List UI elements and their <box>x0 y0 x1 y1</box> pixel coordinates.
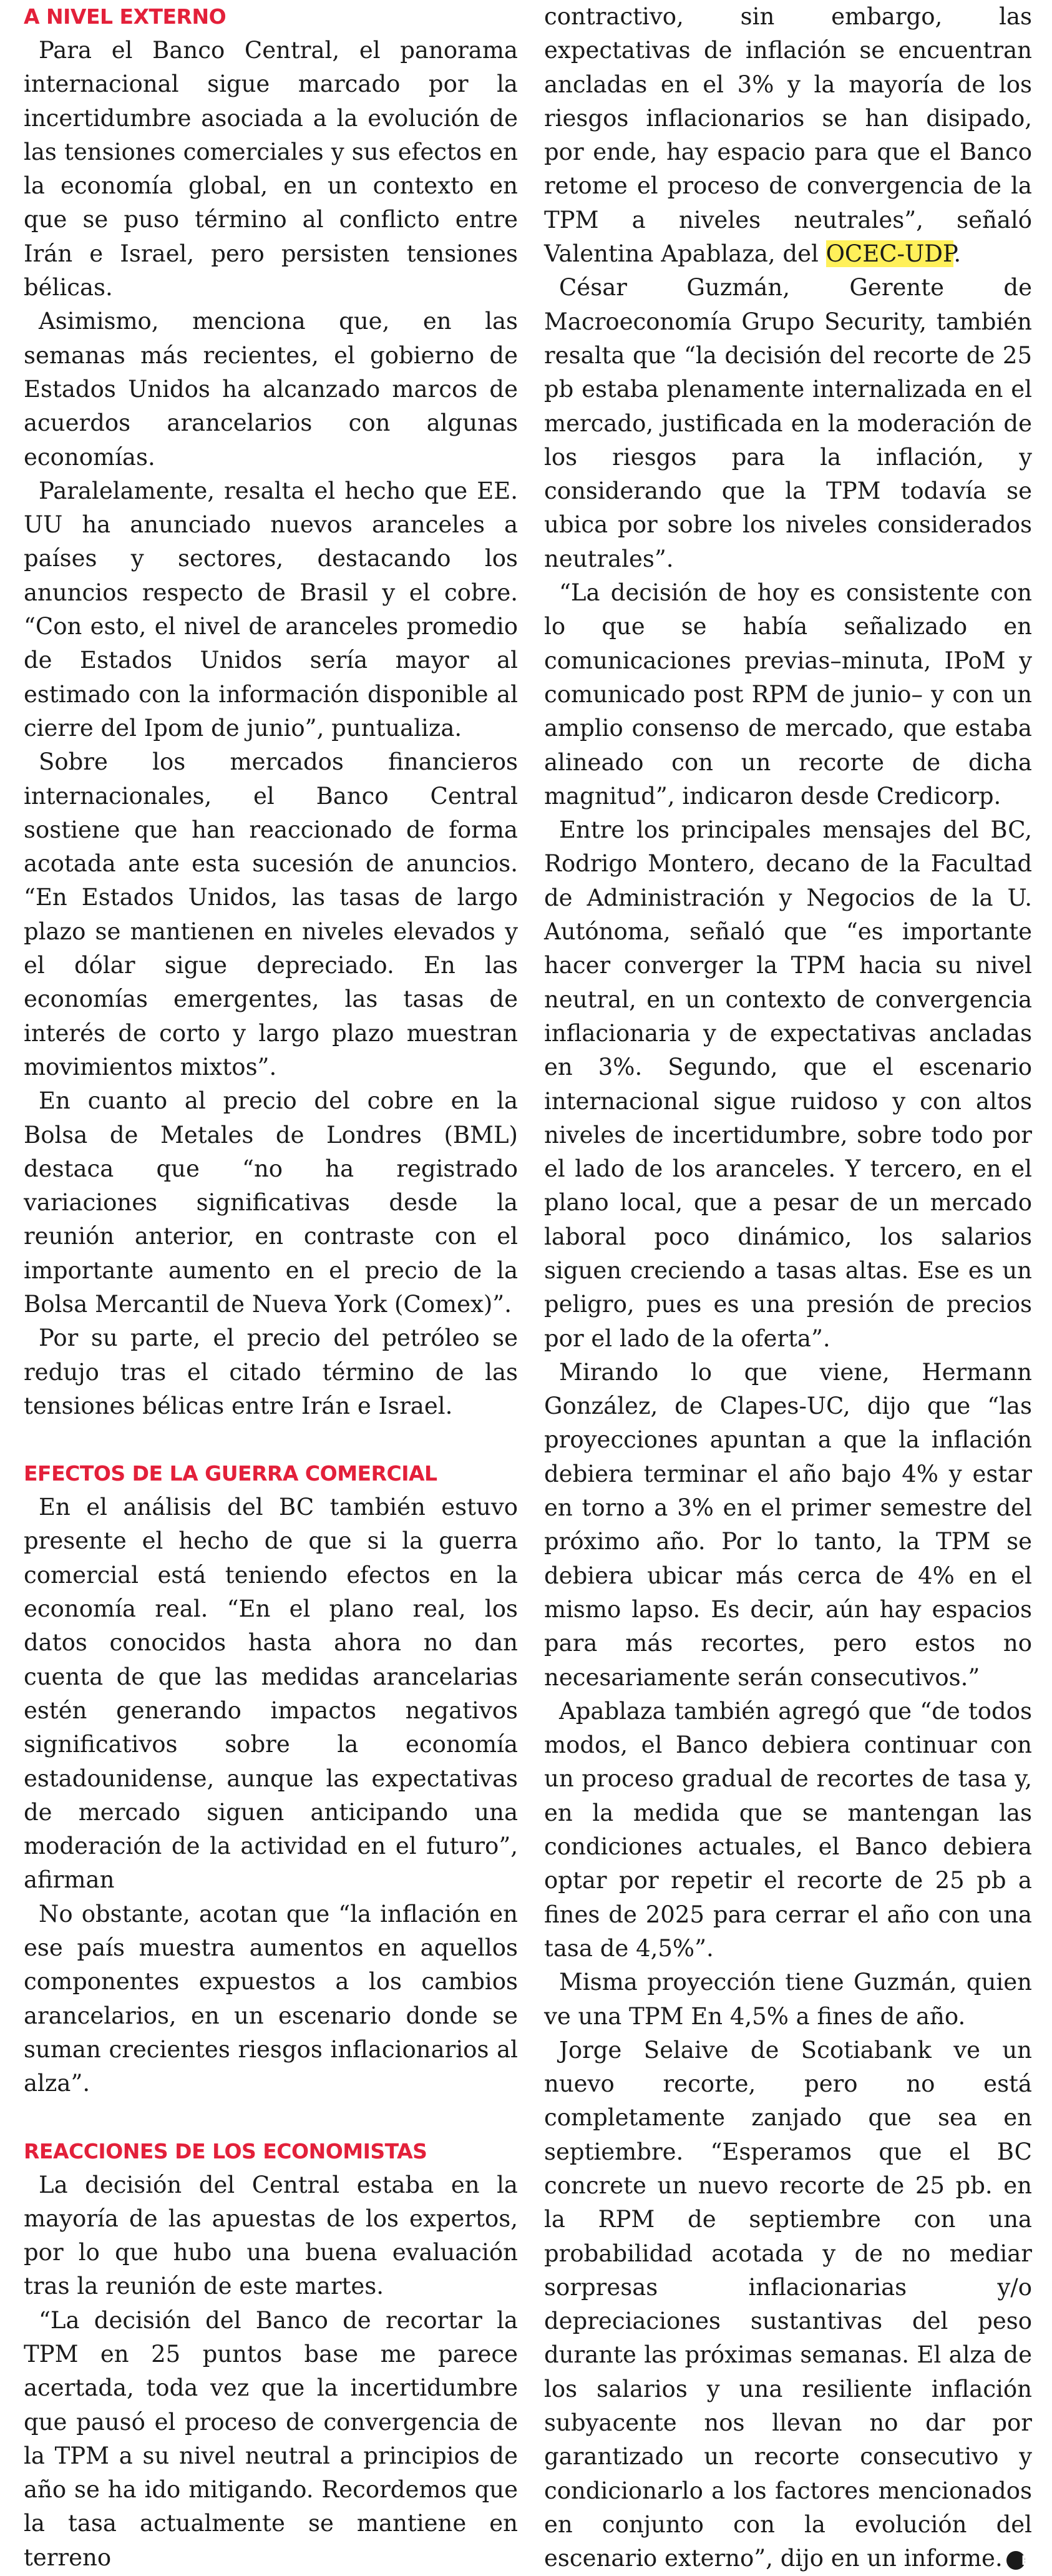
paragraph-text: Jorge Selaive de Scotiabank ve un nuevo recorte, pero no está completamente zanjado que sea en septiembre. “Esperamos que el BC concrete un nuevo recorte de 25 pb. en la RPM de septiembre con una probabilidad acotada y de no mediar sorpresas inflacionarias y/o depreciaciones sustantivas del peso durante las próximas semanas. El alza de los salarios y una resiliente inflación subyacente nos llevan no dar por garantizado un recorte consecutivo y condicionarlo a los factores mencionados en conjunto con la evolución del escenario externo”, dijo en un informe. <box>544 2036 1032 2572</box>
paragraph-text: contractivo, sin embargo, las expectativas de inflación se encuentran ancladas en el 3% y la mayoría de los riesgos inflacionarios se han disipado, por ende, hay espacio para que el Banco retome el proceso de convergencia de la TPM a niveles neutrales”, señaló Valentina Apablaza, del <box>544 3 1032 268</box>
right-column <box>544 0 1032 2576</box>
paragraph: “La decisión de hoy es consistente con lo que se había señalizado en comunicaciones previas–minuta, IPoM y comunicado post RPM de junio– y con un amplio consenso de mercado, que estaba alineado con un recorte de dicha magnitud”, indicaron desde Credicorp. <box>544 579 1032 810</box>
paragraph: Mirando lo que viene, Hermann González, de Clapes-UC, dijo que “las proyecciones apuntan a que la inflación debiera terminar el año bajo 4% y estar en torno a 3% en el primer semestre del próximo año. Por lo tanto, la TPM se debiera ubicar más cerca de 4% en el mismo lapso. Es decir, aún hay espacios para más recortes, pero estos no necesariamente serán consecutivos.” <box>544 1358 1032 1691</box>
paragraph: Por su parte, el precio del petróleo se redujo tras el citado término de las tensiones bélicas entre Irán e Israel. <box>24 1325 518 1419</box>
paragraph: En cuanto al precio del cobre en la Bolsa de Metales de Londres (BML) destaca que “no ha registrado variaciones significativas desde la reunión anterior, en contraste con el importante aumento en el precio de la Bolsa Mercantil de Nueva York (Comex)”. <box>24 1087 518 1318</box>
paragraph: Paralelamente, resalta el hecho que EE. UU ha anunciado nuevos aranceles a países y sectores, destacando los anuncios respecto de Brasil y el cobre. “Con esto, el nivel de aranceles promedio de Estados Unidos sería mayor al estimado con la información disponible al cierre del Ipom de junio”, puntualiza. <box>24 477 518 742</box>
highlighted-source-ocec-udp: OCEC-UDP <box>826 240 954 268</box>
paragraph: Para el Banco Central, el panorama internacional sigue marcado por la incertidumbre asociada a la evolución de las tensiones comerciales y sus efectos en la economía global, en un contexto en que se puso término al conflicto entre Irán e Israel, pero persisten tensiones bélicas. <box>24 37 518 301</box>
paragraph-end-punctuation: . <box>953 240 962 268</box>
paragraph <box>544 2034 1032 2576</box>
section-spacer <box>24 2101 518 2135</box>
paragraph: César Guzmán, Gerente de Macroeconomía Grupo Security, también resalta que “la decisión del recorte de 25 pb estaba plenamente internalizada en el mercado, justificada en la moderación de los riesgos para la inflación, y considerando que la TPM todavía se ubica por sobre los niveles considerados neutrales”. <box>544 274 1032 572</box>
section-spacer <box>24 1423 518 1457</box>
paragraph: Asimismo, menciona que, en las semanas más recientes, el gobierno de Estados Unidos ha alcanzado marcos de acuerdos arancelarios con algunas economías. <box>24 308 518 471</box>
section-heading-reacciones-economistas: REACCIONES DE LOS ECONOMISTAS <box>24 2138 427 2163</box>
paragraph: Entre los principales mensajes del BC, Rodrigo Montero, decano de la Facultad de Administración y Negocios de la U. Autónoma, señaló que “es importante hacer converger la TPM hacia su nivel neutral, en un contexto de convergencia inflacionaria y de expectativas ancladas en 3%. Segundo, que el escenario internacional sigue ruidoso y con altos niveles de incertidumbre, sobre todo por el lado de los aranceles. Y tercero, en el plano local, que a pesar de un mercado laboral poco dinámico, los salarios siguen creciendo a tasas altas. Ese es un peligro, pues es una presión de precios por el lado de la oferta”. <box>544 816 1032 1352</box>
article-end-logo-icon: P <box>1006 2551 1025 2570</box>
paragraph: Misma proyección tiene Guzmán, quien ve una TPM En 4,5% a fines de año. <box>544 1969 1032 2030</box>
paragraph: Apablaza también agregó que “de todos modos, el Banco debiera continuar con un proceso gradual de recortes de tasa y, en la medida que se mantengan las condiciones actuales, el Banco debiera optar por repetir el recorte de 25 pb a fines de 2025 para cerrar el año con una tasa de 4,5%”. <box>544 1697 1032 1962</box>
section-heading-a-nivel-externo: A NIVEL EXTERNO <box>24 4 226 29</box>
paragraph: Sobre los mercados financieros internacionales, el Banco Central sostiene que han reaccionado de forma acotada ante esta sucesión de anuncios. “En Estados Unidos, las tasas de largo plazo se mantienen en niveles elevados y el dólar sigue depreciado. En las economías emergentes, las tasas de interés de corto y largo plazo muestran movimientos mixtos”. <box>24 748 518 1080</box>
paragraph: “La decisión del Banco de recortar la TPM en 25 puntos base me parece acertada, toda vez que la incertidumbre que pausó el proceso de convergencia de la TPM a su nivel neutral a principios de año se ha ido mitigando. Recordemos que la tasa actualmente se mantiene en terreno <box>24 2306 518 2571</box>
paragraph: La decisión del Central estaba en la mayoría de las apuestas de los expertos, por lo que hubo una buena evaluación tras la reunión de este martes. <box>24 2171 518 2300</box>
paragraph: En el análisis del BC también estuvo presente el hecho de que si la guerra comercial está teniendo efectos en la economía real. “En el plano real, los datos conocidos hasta ahora no dan cuenta de que las medidas arancelarias estén generando impactos negativos significativos sobre la economía estadounidense, aunque las expectativas de mercado siguen anticipando una moderación de la actividad en el futuro”, afirman <box>24 1494 518 1894</box>
paragraph: No obstante, acotan que “la inflación en ese país muestra aumentos en aquellos componentes expuestos a los cambios arancelarios, en un escenario donde se suman crecientes riesgos inflacionarios al alza”. <box>24 1900 518 2097</box>
paragraph-continued <box>544 0 1032 271</box>
left-column <box>24 0 518 2575</box>
section-heading-efectos-guerra-comercial: EFECTOS DE LA GUERRA COMERCIAL <box>24 1461 437 1486</box>
